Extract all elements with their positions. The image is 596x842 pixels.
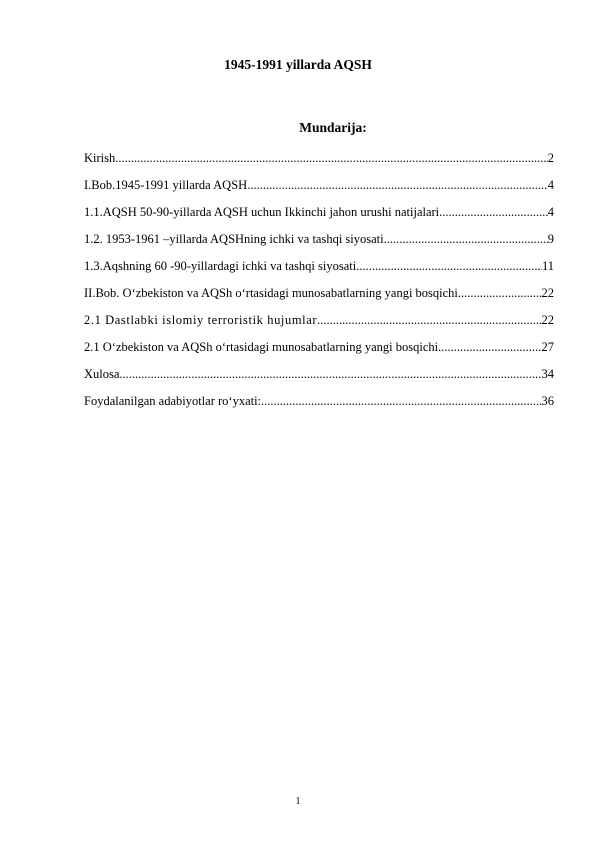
- toc-entry-section-2-1b[interactable]: [84, 340, 554, 367]
- toc-entry-page: 2: [547, 151, 554, 165]
- toc-entry-section-1-2[interactable]: [84, 232, 554, 259]
- toc-entry-page: 22: [541, 313, 554, 327]
- toc-leader-dots: [439, 205, 548, 220]
- toc-entry-label: II.Bob. O‘zbekiston va AQSh o‘rtasidagi munosabatlarning yangi bosqichi: [84, 286, 458, 300]
- toc-leader-dots: [261, 394, 541, 409]
- toc-leader-dots: [438, 340, 541, 355]
- toc-entry-page: 4: [547, 178, 554, 192]
- toc-entry-chapter-2[interactable]: [84, 286, 554, 313]
- toc-entry-label: Foydalanilgan adabiyotlar ro‘yxati:: [84, 394, 262, 408]
- toc-entry-chapter-1[interactable]: [84, 178, 554, 205]
- toc-entry-page: 4: [547, 205, 554, 219]
- toc-entry-xulosa[interactable]: [84, 367, 554, 394]
- toc-entry-section-1-1[interactable]: [84, 205, 554, 232]
- toc-entry-kirish[interactable]: [84, 151, 554, 178]
- toc-entry-label: 2.1 Dastlabki islomiy terroristik hujumlar: [84, 313, 318, 327]
- toc-entry-section-2-1a[interactable]: [84, 313, 554, 340]
- toc-entry-label: Xulosa: [84, 367, 120, 381]
- toc-leader-dots: [247, 178, 548, 193]
- toc-entry-label: 2.1 O‘zbekiston va AQSh o‘rtasidagi munosabatlarning yangi bosqichi: [84, 340, 439, 354]
- toc-entry-label: 1.1.AQSH 50-90-yillarda AQSH uchun Ikkinchi jahon urushi natijalari: [84, 205, 440, 219]
- toc-entry-page: 22: [541, 286, 554, 300]
- toc-leader-dots: [115, 151, 548, 166]
- toc-leader-dots: [458, 286, 542, 301]
- toc-entry-page: 27: [541, 340, 554, 354]
- toc-entry-label: Kirish: [84, 151, 116, 165]
- toc-entry-page: 36: [541, 394, 554, 408]
- toc-leader-dots: [356, 259, 542, 274]
- toc-entry-label: 1.3.Aqshning 60 -90-yillardagi ichki va tashqi siyosati: [84, 259, 357, 273]
- page-number: 1: [295, 796, 301, 807]
- toc-entry-page: 34: [541, 367, 554, 381]
- table-of-contents: [84, 151, 554, 421]
- toc-heading: Mundarija:: [299, 120, 367, 135]
- toc-leader-dots: [119, 367, 541, 382]
- toc-entry-section-1-3[interactable]: [84, 259, 554, 286]
- toc-leader-dots: [317, 313, 541, 328]
- document-title: 1945-1991 yillarda AQSH: [224, 57, 372, 72]
- toc-entry-references[interactable]: [84, 394, 554, 421]
- toc-entry-label: I.Bob.1945-1991 yillarda AQSH: [84, 178, 248, 192]
- toc-entry-label: 1.2. 1953-1961 –yillarda AQSHning ichki va tashqi siyosati: [84, 232, 384, 246]
- toc-entry-page: 11: [541, 259, 554, 273]
- toc-entry-page: 9: [547, 232, 554, 246]
- toc-leader-dots: [384, 232, 548, 247]
